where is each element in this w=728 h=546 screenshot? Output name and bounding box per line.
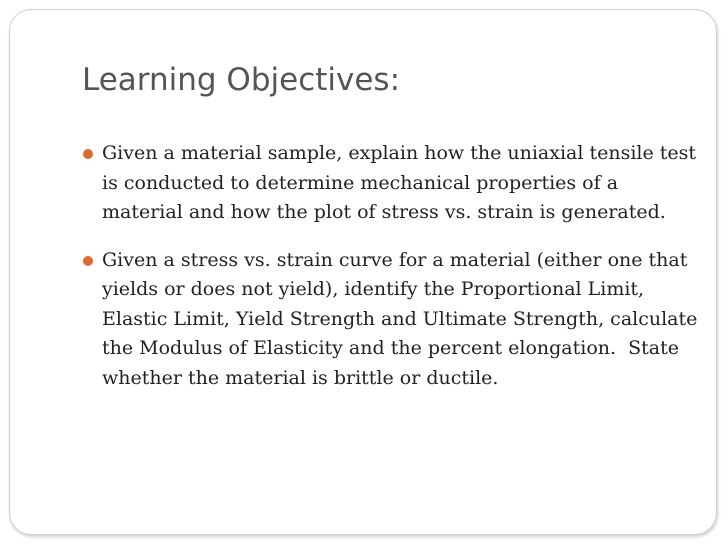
bullet-line: material and how the plot of stress vs. strain is generated. [102, 201, 666, 223]
bullet-line: the Modulus of Elasticity and the percent elongation. State [102, 337, 679, 359]
bullet-list [80, 139, 710, 411]
bullet-line: yields or does not yield), identify the Proportional Limit, [102, 278, 645, 300]
bullet-line: Elastic Limit, Yield Strength and Ultimate Strength, calculate [102, 307, 698, 330]
bullet-line: whether the material is brittle or ductile. [102, 366, 499, 389]
bullet-dot-icon [83, 256, 93, 266]
bullet-item-stress-strain-curve [80, 246, 710, 394]
slide-title: Learning Objectives: [82, 62, 401, 98]
bullet-line: Given a material sample, explain how the uniaxial tensile test [102, 142, 697, 164]
bullet-line: Given a stress vs. strain curve for a material (either one that [102, 248, 688, 271]
bullet-line: is conducted to determine mechanical properties of a [102, 171, 619, 194]
bullet-dot-icon [83, 149, 93, 159]
bullet-item-tensile-test [80, 139, 710, 228]
